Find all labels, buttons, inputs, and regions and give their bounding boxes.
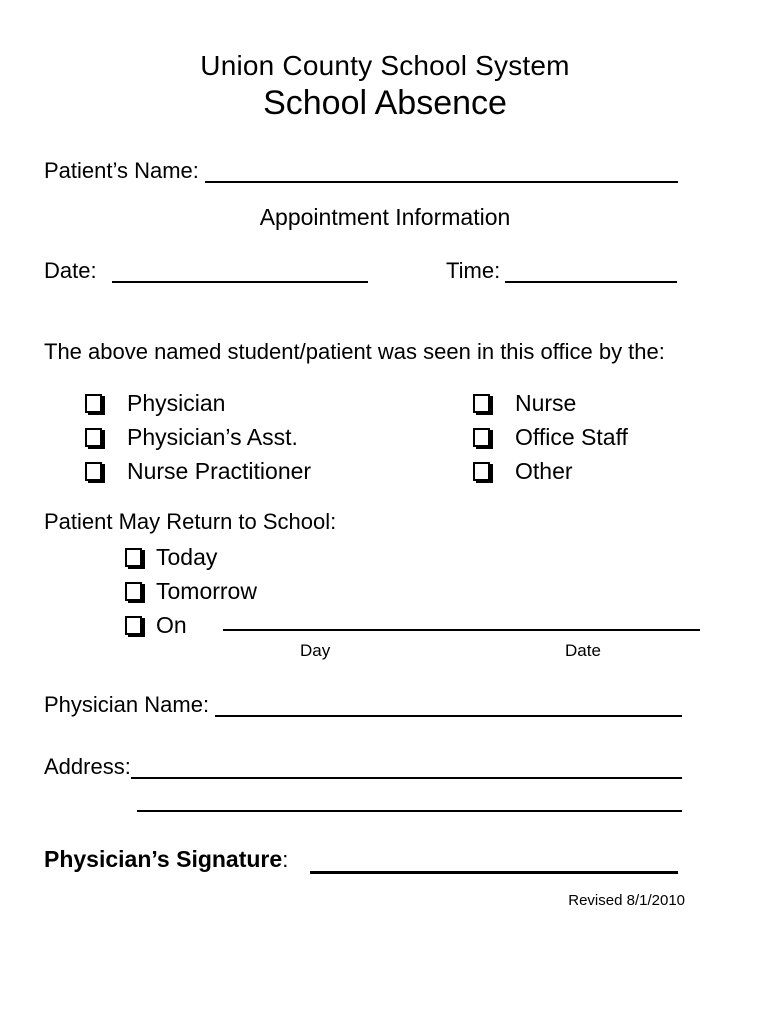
return-option-today (125, 543, 217, 571)
nurse-label: Nurse (515, 389, 577, 416)
signature-field[interactable] (310, 871, 678, 874)
seen-by-option-physicians-asst (85, 423, 298, 451)
nurse-practitioner-checkbox[interactable] (85, 462, 102, 481)
time-label: Time: (446, 258, 501, 283)
physician-name-field[interactable] (215, 715, 682, 717)
return-option-on (125, 611, 187, 639)
signature-label-colon: : (282, 847, 289, 872)
seen-by-option-physician (85, 389, 225, 417)
nurse-practitioner-label: Nurse Practitioner (127, 457, 312, 484)
day-caption: Day (300, 641, 331, 660)
seen-by-option-nurse (473, 389, 576, 417)
on-day-date-field[interactable] (223, 629, 700, 631)
today-label: Today (156, 543, 218, 570)
return-option-tomorrow (125, 577, 257, 605)
nurse-checkbox[interactable] (473, 394, 490, 413)
patient-name-label: Patient’s Name: (44, 158, 199, 183)
address-label: Address: (44, 754, 131, 779)
form-subtitle: School Absence (263, 84, 507, 122)
appointment-section-heading: Appointment Information (259, 204, 511, 230)
time-field[interactable] (505, 281, 677, 283)
seen-by-option-nurse-practitioner (85, 457, 311, 485)
return-heading: Patient May Return to School: (44, 509, 337, 534)
physicians-asst-label: Physician’s Asst. (127, 423, 298, 450)
on-checkbox[interactable] (125, 616, 142, 635)
physician-name-label: Physician Name: (44, 692, 210, 717)
seen-by-option-other (473, 457, 573, 485)
date-caption: Date (565, 641, 601, 660)
form-title: Union County School System (200, 50, 570, 81)
tomorrow-checkbox[interactable] (125, 582, 142, 601)
other-label: Other (515, 457, 573, 484)
date-label: Date: (44, 258, 97, 283)
on-label: On (156, 611, 187, 638)
address-field-line2[interactable] (137, 810, 682, 812)
physicians-asst-checkbox[interactable] (85, 428, 102, 447)
address-field-line1[interactable] (131, 777, 682, 779)
office-staff-label: Office Staff (515, 423, 628, 450)
signature-label: Physician’s Signature (44, 846, 283, 872)
tomorrow-label: Tomorrow (156, 577, 257, 604)
date-field[interactable] (112, 281, 368, 283)
seen-by-prompt: The above named student/patient was seen in this office by the: (44, 339, 665, 364)
physician-checkbox[interactable] (85, 394, 102, 413)
revised-note: Revised 8/1/2010 (568, 892, 685, 909)
signature-row (44, 846, 288, 873)
physician-label: Physician (127, 389, 226, 416)
office-staff-checkbox[interactable] (473, 428, 490, 447)
other-checkbox[interactable] (473, 462, 490, 481)
patient-name-field[interactable] (205, 181, 678, 183)
today-checkbox[interactable] (125, 548, 142, 567)
seen-by-option-office-staff (473, 423, 628, 451)
